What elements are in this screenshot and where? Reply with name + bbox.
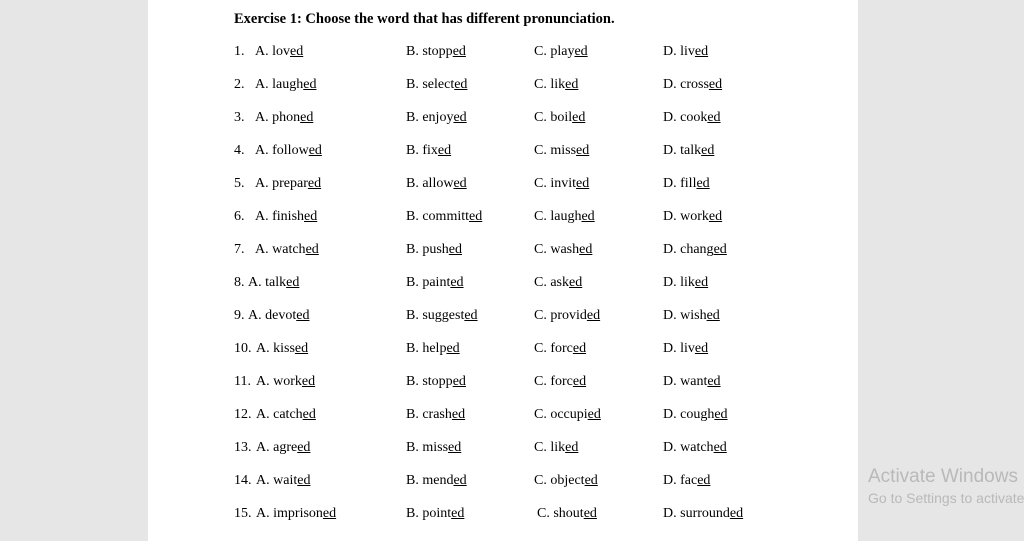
option-b — [406, 308, 478, 324]
underlined-ending: ed — [708, 209, 723, 224]
underlined-ending: ed — [446, 341, 460, 356]
underlined-ending: ed — [565, 440, 579, 455]
word-stem: allow — [422, 176, 454, 191]
underlined-ending: ed — [713, 440, 727, 455]
question-row — [0, 44, 1024, 64]
underlined-ending: ed — [437, 143, 452, 158]
word-stem: lov — [272, 44, 291, 59]
option-letter: A. — [256, 506, 274, 521]
option-a — [256, 341, 308, 357]
option-letter: D. — [663, 143, 681, 158]
option-letter: A. — [255, 143, 273, 158]
underlined-ending: ed — [452, 374, 466, 389]
word-stem: forc — [550, 374, 573, 389]
option-b — [406, 407, 465, 423]
word-stem: kiss — [273, 341, 295, 356]
option-d — [663, 407, 728, 423]
option-letter: B. — [406, 110, 423, 125]
option-letter: D. — [663, 44, 681, 59]
underlined-ending: ed — [701, 143, 715, 158]
option-d — [663, 374, 721, 390]
option-letter: C. — [534, 275, 551, 290]
option-letter: C. — [534, 374, 551, 389]
underlined-ending: ed — [708, 77, 723, 92]
option-letter: B. — [406, 506, 423, 521]
option-d — [663, 506, 743, 522]
word-stem: occupi — [550, 407, 588, 422]
option-d — [663, 242, 727, 258]
question-row — [0, 440, 1024, 460]
word-stem: imprison — [273, 506, 323, 521]
question-row — [0, 341, 1024, 361]
question-number: 9. — [234, 308, 245, 323]
option-b — [406, 77, 467, 93]
word-stem: select — [422, 77, 455, 92]
question-number: 4. — [234, 143, 245, 158]
option-letter: D. — [663, 374, 681, 389]
word-stem: cross — [680, 77, 709, 92]
underlined-ending: ed — [301, 374, 316, 389]
underlined-ending: ed — [581, 209, 595, 224]
underlined-ending: ed — [576, 143, 590, 158]
question-number: 2. — [234, 77, 245, 92]
option-d — [663, 209, 722, 225]
option-a — [248, 308, 309, 324]
question-row — [0, 275, 1024, 295]
underlined-ending: ed — [707, 374, 721, 389]
exercise-title: Exercise 1: Choose the word that has different pronunciation. — [234, 11, 615, 27]
watermark-line-1: Activate Windows — [868, 466, 1018, 487]
underlined-ending: ed — [697, 473, 711, 488]
option-letter: B. — [406, 77, 423, 92]
option-letter: B. — [406, 440, 423, 455]
underlined-ending: ed — [453, 110, 467, 125]
word-stem: help — [422, 341, 447, 356]
option-letter: C. — [534, 110, 551, 125]
option-b — [406, 473, 467, 489]
word-stem: forc — [550, 341, 573, 356]
underlined-ending: ed — [583, 506, 597, 521]
option-letter: D. — [663, 308, 681, 323]
underlined-ending: ed — [450, 275, 464, 290]
option-b — [406, 176, 467, 192]
underlined-ending: ed — [453, 176, 467, 191]
option-c — [534, 374, 586, 390]
question-number: 3. — [234, 110, 245, 125]
question-row — [0, 77, 1024, 97]
option-a — [256, 473, 310, 489]
option-c — [534, 176, 589, 192]
option-letter: C. — [534, 440, 551, 455]
option-letter: C. — [534, 143, 551, 158]
option-letter: D. — [663, 440, 681, 455]
option-letter: B. — [406, 308, 423, 323]
question-number: 5. — [234, 176, 245, 191]
option-a — [248, 275, 299, 291]
underlined-ending: ed — [694, 341, 709, 356]
option-a — [255, 110, 313, 126]
underlined-ending: ed — [454, 77, 468, 92]
option-c — [534, 209, 595, 225]
option-d — [663, 275, 708, 291]
word-stem: crash — [422, 407, 452, 422]
activation-watermark — [868, 466, 1024, 506]
word-stem: talk — [265, 275, 287, 290]
option-a — [256, 374, 315, 390]
option-d — [663, 308, 720, 324]
option-letter: C. — [534, 176, 551, 191]
word-stem: object — [550, 473, 585, 488]
option-a — [256, 440, 310, 456]
question-row — [0, 308, 1024, 328]
option-b — [406, 506, 464, 522]
underlined-ending: ed — [572, 374, 587, 389]
word-stem: suggest — [422, 308, 465, 323]
underlined-ending: ed — [307, 176, 322, 191]
question-row — [0, 374, 1024, 394]
underlined-ending: ed — [694, 275, 709, 290]
word-stem: shout — [553, 506, 584, 521]
option-a — [255, 77, 316, 93]
option-c — [534, 407, 601, 423]
option-letter: A. — [256, 407, 274, 422]
question-number: 11. — [234, 374, 251, 389]
word-stem: committ — [422, 209, 470, 224]
option-letter: C. — [537, 506, 554, 521]
option-d — [663, 440, 727, 456]
word-stem: fac — [680, 473, 698, 488]
option-letter: D. — [663, 77, 681, 92]
word-stem: push — [422, 242, 449, 257]
word-stem: want — [680, 374, 708, 389]
question-number: 7. — [234, 242, 245, 257]
option-c — [534, 473, 598, 489]
option-letter: B. — [406, 143, 423, 158]
option-b — [406, 275, 464, 291]
underlined-ending: ed — [451, 506, 465, 521]
option-d — [663, 341, 708, 357]
option-letter: A. — [255, 242, 273, 257]
word-stem: phon — [272, 110, 301, 125]
option-b — [406, 143, 451, 159]
question-number: 1. — [234, 44, 245, 59]
question-row — [0, 110, 1024, 130]
underlined-ending: ed — [713, 242, 727, 257]
option-a — [255, 176, 321, 192]
option-letter: C. — [534, 407, 551, 422]
word-stem: follow — [272, 143, 309, 158]
option-letter: A. — [248, 308, 266, 323]
word-stem: watch — [680, 440, 714, 455]
underlined-ending: ed — [572, 341, 587, 356]
underlined-ending: ed — [729, 506, 744, 521]
option-a — [256, 407, 316, 423]
option-a — [255, 143, 322, 159]
underlined-ending: ed — [297, 473, 311, 488]
option-letter: C. — [534, 308, 551, 323]
option-d — [663, 473, 710, 489]
underlined-ending: ed — [305, 242, 319, 257]
option-c — [534, 275, 582, 291]
option-letter: B. — [406, 44, 423, 59]
underlined-ending: ed — [303, 77, 317, 92]
word-stem: devot — [265, 308, 297, 323]
underlined-ending: ed — [707, 110, 721, 125]
underlined-ending: ed — [448, 440, 462, 455]
question-row — [0, 506, 1024, 526]
option-letter: A. — [248, 275, 266, 290]
word-stem: fix — [422, 143, 438, 158]
option-b — [406, 440, 461, 456]
underlined-ending: ed — [452, 44, 466, 59]
option-c — [534, 110, 585, 126]
option-b — [406, 242, 462, 258]
word-stem: agre — [273, 440, 298, 455]
option-d — [663, 143, 714, 159]
underlined-ending: ed — [294, 341, 309, 356]
word-stem: finish — [272, 209, 305, 224]
underlined-ending: ed — [694, 44, 709, 59]
option-d — [663, 176, 710, 192]
underlined-ending: ed — [322, 506, 337, 521]
underlined-ending: ed — [448, 242, 463, 257]
question-number: 14. — [234, 473, 252, 488]
word-stem: provid — [550, 308, 587, 323]
question-number: 15. — [234, 506, 252, 521]
question-number: 12. — [234, 407, 252, 422]
question-number: 10. — [234, 341, 252, 356]
word-stem: stopp — [422, 374, 453, 389]
option-letter: D. — [663, 275, 681, 290]
option-letter: A. — [255, 110, 273, 125]
option-letter: A. — [255, 176, 273, 191]
question-row — [0, 209, 1024, 229]
question-number: 8. — [234, 275, 245, 290]
option-letter: D. — [663, 209, 681, 224]
word-stem: paint — [422, 275, 451, 290]
underlined-ending: ed — [586, 308, 601, 323]
option-letter: B. — [406, 209, 423, 224]
underlined-ending: ed — [714, 407, 728, 422]
option-letter: A. — [255, 44, 273, 59]
option-letter: B. — [406, 176, 423, 191]
option-c — [534, 440, 578, 456]
question-row — [0, 176, 1024, 196]
word-stem: lik — [680, 275, 695, 290]
word-stem: work — [680, 209, 709, 224]
word-stem: liv — [680, 44, 695, 59]
underlined-ending: ed — [297, 440, 311, 455]
option-letter: A. — [256, 374, 274, 389]
underlined-ending: ed — [302, 407, 316, 422]
option-letter: A. — [255, 209, 273, 224]
word-stem: mend — [422, 473, 454, 488]
word-stem: liv — [680, 341, 695, 356]
word-stem: talk — [680, 143, 702, 158]
option-letter: A. — [256, 473, 274, 488]
word-stem: catch — [273, 407, 303, 422]
option-a — [255, 44, 303, 60]
option-a — [255, 242, 319, 258]
option-letter: B. — [406, 374, 423, 389]
question-row — [0, 143, 1024, 163]
option-d — [663, 77, 722, 93]
word-stem: surround — [680, 506, 730, 521]
question-number: 13. — [234, 440, 252, 455]
question-row — [0, 242, 1024, 262]
option-letter: B. — [406, 407, 423, 422]
option-letter: C. — [534, 209, 551, 224]
option-letter: C. — [534, 77, 551, 92]
option-c — [534, 341, 586, 357]
option-letter: D. — [663, 242, 681, 257]
underlined-ending: ed — [569, 275, 583, 290]
word-stem: wait — [273, 473, 298, 488]
word-stem: laugh — [550, 209, 582, 224]
underlined-ending: ed — [451, 407, 466, 422]
word-stem: cough — [680, 407, 715, 422]
underlined-ending: ed — [453, 473, 467, 488]
underlined-ending: ed — [304, 209, 318, 224]
option-c — [534, 77, 578, 93]
word-stem: enjoy — [422, 110, 454, 125]
option-letter: D. — [663, 341, 681, 356]
word-stem: boil — [550, 110, 573, 125]
option-letter: D. — [663, 176, 681, 191]
option-b — [406, 44, 466, 60]
option-letter: B. — [406, 341, 423, 356]
underlined-ending: ed — [574, 44, 588, 59]
option-letter: B. — [406, 242, 423, 257]
word-stem: invit — [550, 176, 577, 191]
option-letter: C. — [534, 242, 551, 257]
word-stem: ask — [550, 275, 570, 290]
word-stem: play — [550, 44, 575, 59]
word-stem: miss — [422, 440, 449, 455]
option-letter: D. — [663, 473, 681, 488]
underlined-ending: ed — [579, 242, 593, 257]
option-letter: C. — [534, 44, 551, 59]
word-stem: point — [422, 506, 452, 521]
word-stem: wash — [550, 242, 580, 257]
option-d — [663, 110, 721, 126]
underlined-ending: ed — [308, 143, 322, 158]
option-letter: D. — [663, 506, 681, 521]
underlined-ending: ed — [469, 209, 483, 224]
underlined-ending: ed — [696, 176, 710, 191]
underlined-ending: ed — [584, 473, 598, 488]
underlined-ending: ed — [576, 176, 590, 191]
word-stem: chang — [680, 242, 714, 257]
option-b — [406, 374, 466, 390]
word-stem: stopp — [422, 44, 453, 59]
option-c — [537, 506, 597, 522]
option-b — [406, 110, 467, 126]
word-stem: lik — [550, 440, 566, 455]
option-letter: A. — [256, 440, 274, 455]
option-letter: C. — [534, 341, 551, 356]
option-d — [663, 44, 708, 60]
question-row — [0, 407, 1024, 427]
option-letter: B. — [406, 275, 423, 290]
underlined-ending: ed — [290, 44, 304, 59]
option-a — [255, 209, 317, 225]
option-letter: D. — [663, 110, 681, 125]
option-letter: B. — [406, 473, 423, 488]
word-stem: lik — [550, 77, 566, 92]
underlined-ending: ed — [286, 275, 300, 290]
underlined-ending: ed — [300, 110, 314, 125]
word-stem: fill — [680, 176, 697, 191]
option-c — [534, 44, 588, 60]
word-stem: laugh — [272, 77, 304, 92]
word-stem: wish — [680, 308, 707, 323]
option-b — [406, 341, 460, 357]
word-stem: prepar — [272, 176, 308, 191]
word-stem: watch — [272, 242, 306, 257]
underlined-ending: ed — [706, 308, 720, 323]
option-c — [534, 308, 600, 324]
word-stem: cook — [680, 110, 708, 125]
watermark-line-2: Go to Settings to activate — [868, 490, 1024, 506]
option-letter: A. — [255, 77, 273, 92]
option-b — [406, 209, 482, 225]
option-letter: A. — [256, 341, 274, 356]
word-stem: miss — [550, 143, 577, 158]
word-stem: work — [273, 374, 302, 389]
underlined-ending: ed — [464, 308, 478, 323]
option-letter: C. — [534, 473, 551, 488]
underlined-ending: ed — [296, 308, 310, 323]
option-letter: D. — [663, 407, 681, 422]
question-number: 6. — [234, 209, 245, 224]
underlined-ending: ed — [587, 407, 601, 422]
underlined-ending: ed — [565, 77, 579, 92]
underlined-ending: ed — [572, 110, 586, 125]
option-c — [534, 242, 592, 258]
option-c — [534, 143, 589, 159]
option-a — [256, 506, 336, 522]
